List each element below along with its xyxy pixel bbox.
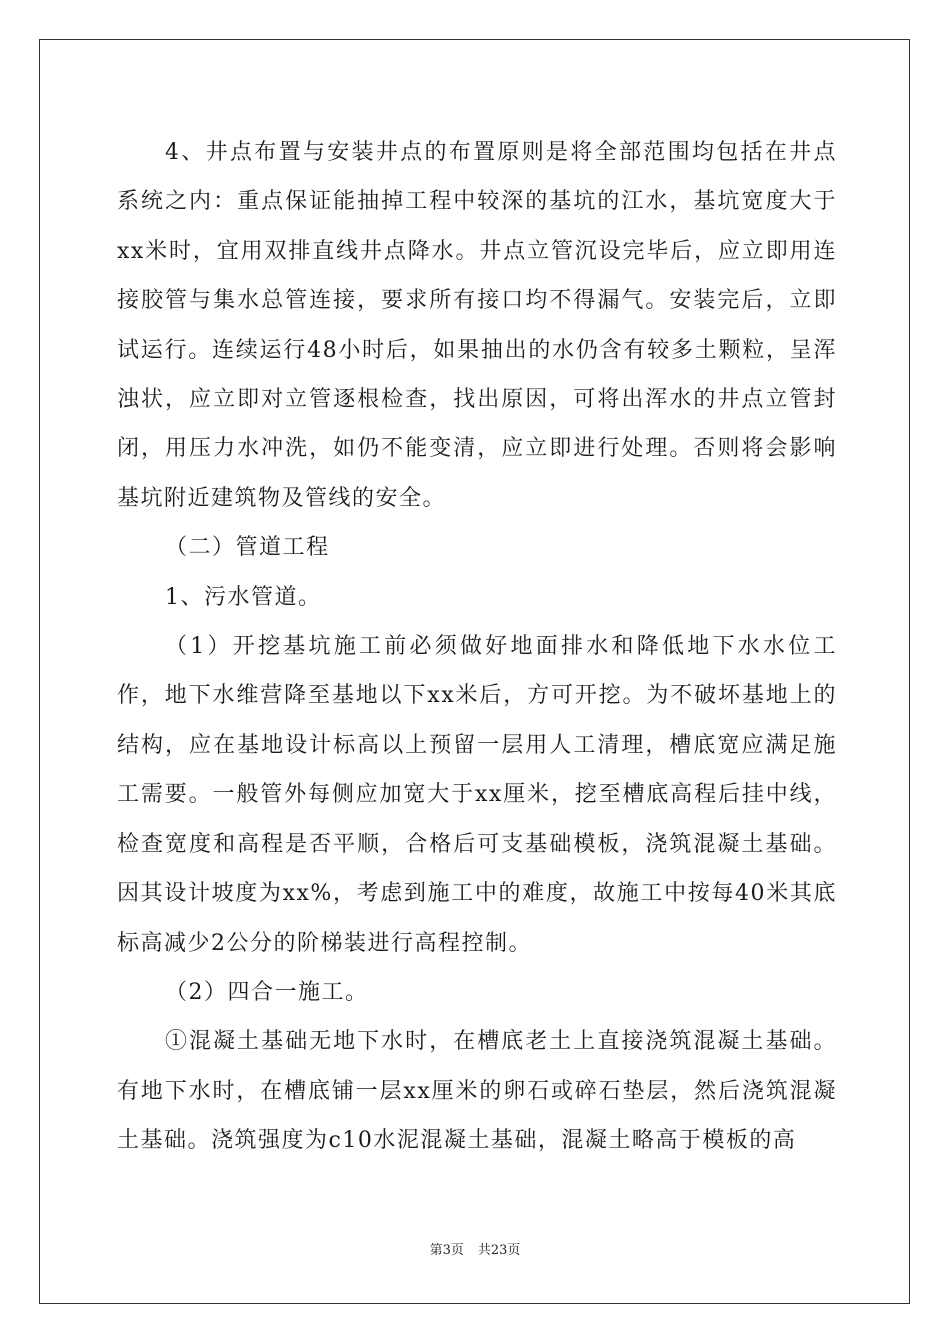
page-total: 共23页	[477, 1243, 521, 1258]
paragraph-excavation: （1）开挖基坑施工前必须做好地面排水和降低地下水水位工作，地下水维营降至基地以下xx米后，方可开挖。为不破坏基地上的结构，应在基地设计标高以上预留一层用人工清理，槽底宽应满足施工需要。一般管外每侧应加宽大于xx厘米，挖至槽底高程后挂中线，检查宽度和高程是否平顺，合格后可支基础模板，浇筑混凝土基础。因其设计坡度为xx%，考虑到施工中的难度，故施工中按每40米其底标高减少2公分的阶梯装进行高程控制。	[117, 634, 837, 956]
page-footer	[0, 1242, 950, 1260]
section-heading-pipeline: （二）管道工程	[165, 535, 330, 561]
paragraph-concrete-foundation: ①混凝土基础无地下水时，在槽底老土上直接浇筑混凝土基础。有地下水时，在槽底铺一层xx厘米的卵石或碎石垫层，然后浇筑混凝土基础。浇筑强度为c10水泥混凝土基础，混凝土略高于模板的高	[117, 1029, 837, 1154]
paragraph-wellpoint: 4、井点布置与安装井点的布置原则是将全部范围均包括在井点系统之内：重点保证能抽掉工程中较深的基坑的江水，基坑宽度大于xx米时，宜用双排直线井点降水。井点立管沉设完毕后，应立即用连接胶管与集水总管连接，要求所有接口均不得漏气。安装完后，立即试运行。连续运行48小时后，如果抽出的水仍含有较多土颗粒，呈浑浊状，应立即对立管逐根检查，找出原因，可将出浑水的井点立管封闭，用压力水冲洗，如仍不能变清，应立即进行处理。否则将会影响基坑附近建筑物及管线的安全。	[117, 140, 837, 511]
subheading-four-in-one: （2）四合一施工。	[165, 979, 369, 1005]
document-body	[117, 128, 837, 1166]
subheading-sewage-pipe: 1、污水管道。	[165, 584, 322, 610]
page-number: 第3页	[429, 1243, 464, 1258]
